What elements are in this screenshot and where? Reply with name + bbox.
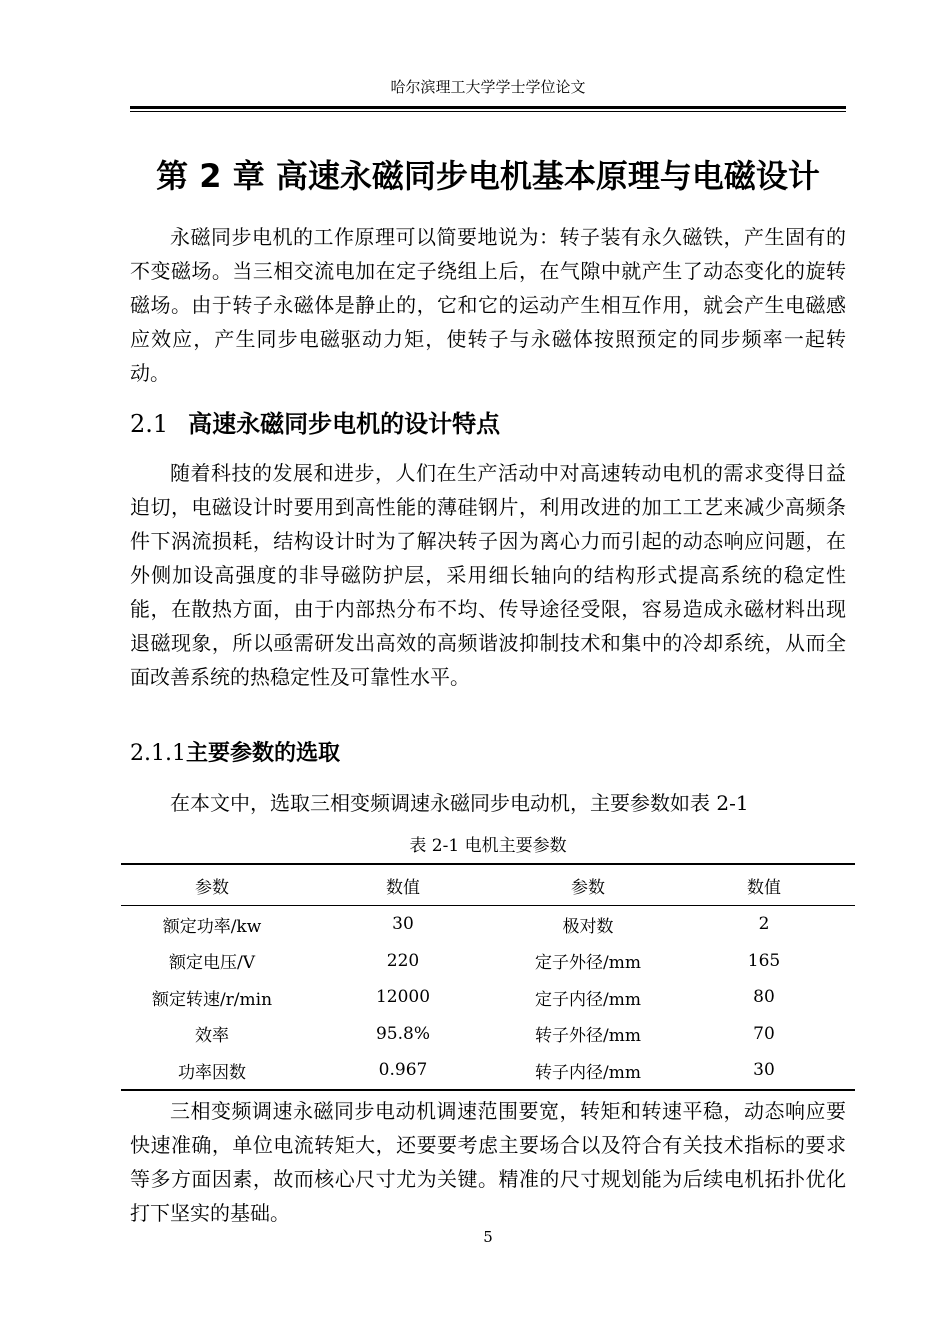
- table-cell: 转子外径/mm: [535, 1026, 641, 1047]
- table-header-row: [121, 864, 855, 906]
- table-caption: 表 2-1 电机主要参数: [409, 836, 567, 856]
- table-cell: 极对数: [562, 916, 614, 937]
- table-cell: 2: [758, 914, 770, 935]
- table-row: [121, 1016, 855, 1053]
- column-header: 数值: [303, 864, 503, 906]
- table-cell: 效率: [195, 1026, 229, 1047]
- table-cell: 定子内径/mm: [535, 989, 641, 1010]
- section-title: 高速永磁同步电机的设计特点: [188, 410, 501, 438]
- table-cell: 定子外径/mm: [535, 953, 641, 974]
- column-header: 参数: [503, 864, 673, 906]
- table-cell: 30: [392, 914, 414, 935]
- table-row: [121, 979, 855, 1016]
- section-number: 2.1: [130, 410, 169, 438]
- chapter-title: 第 2 章 高速永磁同步电机基本原理与电磁设计: [156, 157, 820, 195]
- table-cell: 70: [753, 1023, 775, 1044]
- table-cell: 30: [753, 1060, 775, 1081]
- table-cell: 额定电压/V: [168, 953, 255, 974]
- section-2-1-paragraph: 随着科技的发展和进步，人们在生产活动中对高速转动电机的需求变得日益迫切，电磁设计时要用到高性能的薄硅钢片，利用改进的加工工艺来减少高频条件下涡流损耗，结构设计时为了解决转子因为离心力而引起的动态响应问题，在外侧加设高强度的非导磁防护层，采用细长轴向的结构形式提高系统的稳定性能，在散热方面，由于内部热分布不均、传导途径受限，容易造成永磁材料出现退磁现象，所以亟需研发出高效的高频谐波抑制技术和集中的冷却系统，从而全面改善系统的热稳定性及可靠性水平。: [130, 461, 846, 689]
- table-cell: 165: [747, 950, 781, 971]
- page-number: 5: [483, 1228, 493, 1246]
- closing-paragraph: 三相变频调速永磁同步电动机调速范围要宽，转矩和转速平稳，动态响应要快速准确，单位电流转矩大，还要要考虑主要场合以及符合有关技术指标的要求等多方面因素，故而核心尺寸尤为关键。精准的尺寸规划能为后续电机拓扑优化打下坚实的基础。: [130, 1099, 846, 1225]
- table-cell: 12000: [375, 987, 431, 1008]
- table-cell: 额定转速/r/min: [151, 989, 273, 1010]
- table-cell: 95.8%: [375, 1023, 430, 1044]
- motor-parameters-table: [121, 863, 855, 1091]
- subsection-title: 主要参数的选取: [185, 741, 340, 766]
- table-row: [121, 906, 855, 943]
- intro-paragraph: 永磁同步电机的工作原理可以简要地说为：转子装有永久磁铁，产生固有的不变磁场。当三相交流电加在定子绕组上后，在气隙中就产生了动态变化的旋转磁场。由于转子永磁体是静止的，它和它的运动产生相互作用，就会产生电磁感应效应，产生同步电磁驱动力矩，使转子与永磁体按照预定的同步频率一起转动。: [130, 225, 846, 385]
- table-row: [121, 943, 855, 980]
- table-cell: 0.967: [378, 1060, 428, 1081]
- section-heading-2-1: [130, 404, 846, 444]
- header-rule-thin: [130, 111, 846, 112]
- table-cell: 220: [386, 950, 420, 971]
- table-cell: 转子内径/mm: [535, 1062, 641, 1083]
- table-cell: 功率因数: [178, 1062, 246, 1083]
- column-header: 参数: [121, 864, 303, 906]
- section-2-1-1-paragraph: 在本文中，选取三相变频调速永磁同步电动机，主要参数如表 2-1: [170, 791, 749, 815]
- header-rule-thick: [130, 106, 846, 109]
- section-heading-2-1-1: [130, 734, 846, 774]
- table-cell: 额定功率/kw: [162, 916, 262, 937]
- running-header: 哈尔滨理工大学学士学位论文: [390, 78, 586, 96]
- table-cell: 80: [753, 987, 775, 1008]
- subsection-number: 2.1.1: [130, 741, 186, 766]
- table-row: [121, 1052, 855, 1090]
- column-header: 数值: [673, 864, 855, 906]
